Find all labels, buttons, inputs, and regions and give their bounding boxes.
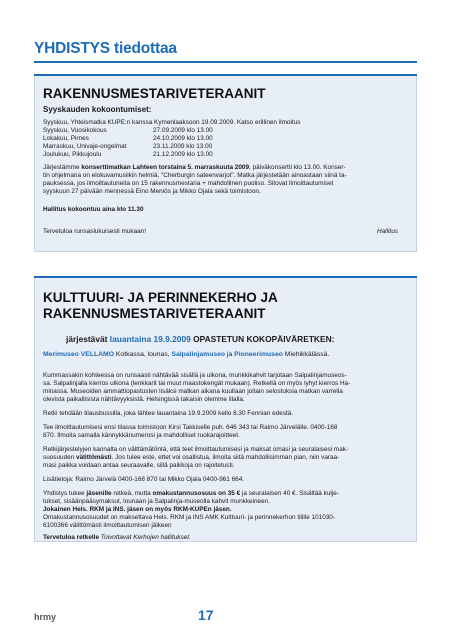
schedule-label: Marraskuu, Univaje-ongelmat (43, 143, 127, 150)
concert-paragraph-line: tin ohjelmana on elokuvamusiikin helmiä, "Cherburgin sateenvarjot". Matka järjestetään ainoastaan siinä ta- (43, 172, 347, 179)
header-rule (34, 61, 417, 63)
para-line: tukset, sisäänpääsymaksut, lounaan ja Salpalinja-museolla kahvit munkkeineen. (43, 498, 270, 505)
para-line: minassa. Museoiden ammattiopastusten lisäksi matkan aikana kuullaan joitain selostuksia matkan varrella (43, 388, 343, 395)
text-run: . Jos tulee este, ettet voi osallistua, ilmoita siitä mahdollisimman pian, niin varaa- (111, 454, 340, 461)
emphasis: omakustannusosuus on 35 € (152, 490, 241, 497)
closing-line (43, 534, 191, 542)
text-run: Miehikkälässä. (282, 351, 330, 358)
para-line: Omakustannusosuudet on maksettava Hels. RKM ja INS AMK Kulttuuri- ja perinnekerhon tilille 101030- (43, 514, 335, 521)
para-line: Retki tehdään tilausbussilla, joka lähtee lauantaina 19.9.2009 kello 8.30 Fennian edestä. (43, 410, 294, 417)
concert-highlight: konserttimatkan Lahteen torstaina 5. marraskuuta 2009 (81, 164, 250, 171)
section2-title-line: KULTTUURI- JA PERINNEKERHO JA (43, 290, 278, 305)
schedule-label: Joulukuu, Pikkujoulu (43, 151, 102, 158)
text-run: ja seuralaisen 40 €. Sisältää kulje- (240, 490, 339, 497)
text-run: järjestävät (66, 334, 110, 344)
text-run: Järjestämme (43, 164, 82, 171)
para-line: Retkijärjestelyjen kannalta on välttämätöntä, että teet ilmoittautumisesi ja maksat omasi ja seuralaisesi mak- (43, 446, 349, 453)
destination: Merimuseo VELLAMO (43, 351, 114, 358)
schedule-label: Lokakuu, Pirnes (43, 135, 89, 142)
para-line: Tee ilmoittautumisesi ensi tilassa toimistoon Kirsi Takkiselle puh. 646 343 tai Raimo Järvelälle. 0400-168 (43, 424, 338, 431)
section1-title: RAKENNUSMESTARIVETERAANIT (43, 86, 266, 101)
schedule-value: 27.09.2009 klo 13.00 (153, 127, 213, 134)
concert-paragraph-line: pauksessa, jos ilmoittautuneita on 15 rakennusmestaria + mahdollinen puoliso. Sitovat ilmoittautumiset (43, 180, 334, 187)
concert-paragraph-line: syyskuun 27 päivään mennessä Eino Meniös ja Mikko Ojala sekä toimistoon. (43, 188, 261, 195)
event-heading (66, 334, 334, 344)
section1-intro: Syyskuu, Yhteismatka KUPE:n kanssa Kymenlaaksoon 19.09.2009. Katso erillinen ilmoitus (43, 119, 301, 126)
schedule-value: 23.11.2009 klo 13.00 (153, 143, 213, 150)
para-line: 6100366 välittömästi ilmoittautumisen jälkeen (43, 522, 172, 529)
para-line: Kummassakin kohteessa on runsaasti nähtävää sisällä ja ulkona, munkkikahvit tarjotaan Salpalinjamuseos- (43, 372, 347, 379)
section2-title-line: RAKENNUSMESTARIVETERAANIT (43, 306, 266, 321)
text-run: ja (225, 351, 235, 358)
closing-bold: Tervetuloa retkelle (43, 534, 100, 541)
newsletter-header: YHDISTYS tiedottaa (34, 40, 177, 57)
para-line: Jokainen Hels. RKM ja INS. jäsen on myös RKM-KUPEn jäsen. (43, 506, 232, 513)
event-date: lauantaina 19.9.2009 (109, 334, 191, 344)
hallitus-note: Hallitus kokoontuu aina klo 11.30 (43, 206, 144, 213)
para-line: masi paikka voidaan antaa seuraavalle, sillä paikkoja on rajoitetusti. (43, 462, 235, 469)
para-line: sa. Salpalinjalla kierros ulkona (lenkkarit tai muut maastokengät mukaan). Retkellä on myös lyhyt kierros Ha- (43, 380, 351, 387)
footer-publication: hrmy (34, 612, 57, 622)
text-run: Yhdistys tukee (43, 490, 87, 497)
destinations-line (43, 351, 329, 359)
signature: Hallitus (377, 228, 398, 235)
para-line: 870. Ilmoita samalla kännykkänumerosi ja mahdolliset ruokarajoitteet. (43, 432, 240, 439)
text-run: retkeä, mutta (111, 490, 153, 497)
text-run: Kotkassa, lounas, (114, 351, 172, 358)
destination: Pioneerimuseo (234, 351, 283, 358)
welcome-text: Tervetuloa runsaslukuisesti mukaan! (43, 228, 147, 235)
emphasis: välittömästi (76, 454, 112, 461)
section1-top-rule (34, 74, 417, 76)
text-run: suosuuden (43, 454, 77, 461)
destination: Salpalinjamuseo (171, 351, 226, 358)
page-number: 17 (198, 607, 214, 623)
closing-italic: Toivottavat Kerhojen hallitukset. (99, 534, 191, 541)
section2-top-rule (34, 276, 417, 278)
schedule-value: 24.10.2009 klo 13.00 (153, 135, 213, 142)
text-run: OPASTETUN KOKOPÄIVÄRETKEN: (190, 334, 335, 344)
section1-subtitle: Syyskauden kokoontumiset: (43, 105, 152, 114)
emphasis: jäsenille (86, 490, 112, 497)
para-line: olevista paikallisista nähtävyyksistä. Helsingissä takaisin olemme illalla. (43, 396, 245, 403)
contact-line: Lisätietoja: Raimo Järvelä 0400-168 870 tai Mikko Ojala 0400-961 664. (43, 476, 245, 483)
schedule-label: Syyskuu, Vuosikokous (43, 127, 107, 134)
schedule-value: 21.12.2009 klo 13.00 (153, 151, 213, 158)
text-run: , päiväkonsertti klo 13.00. Konser- (249, 164, 346, 171)
